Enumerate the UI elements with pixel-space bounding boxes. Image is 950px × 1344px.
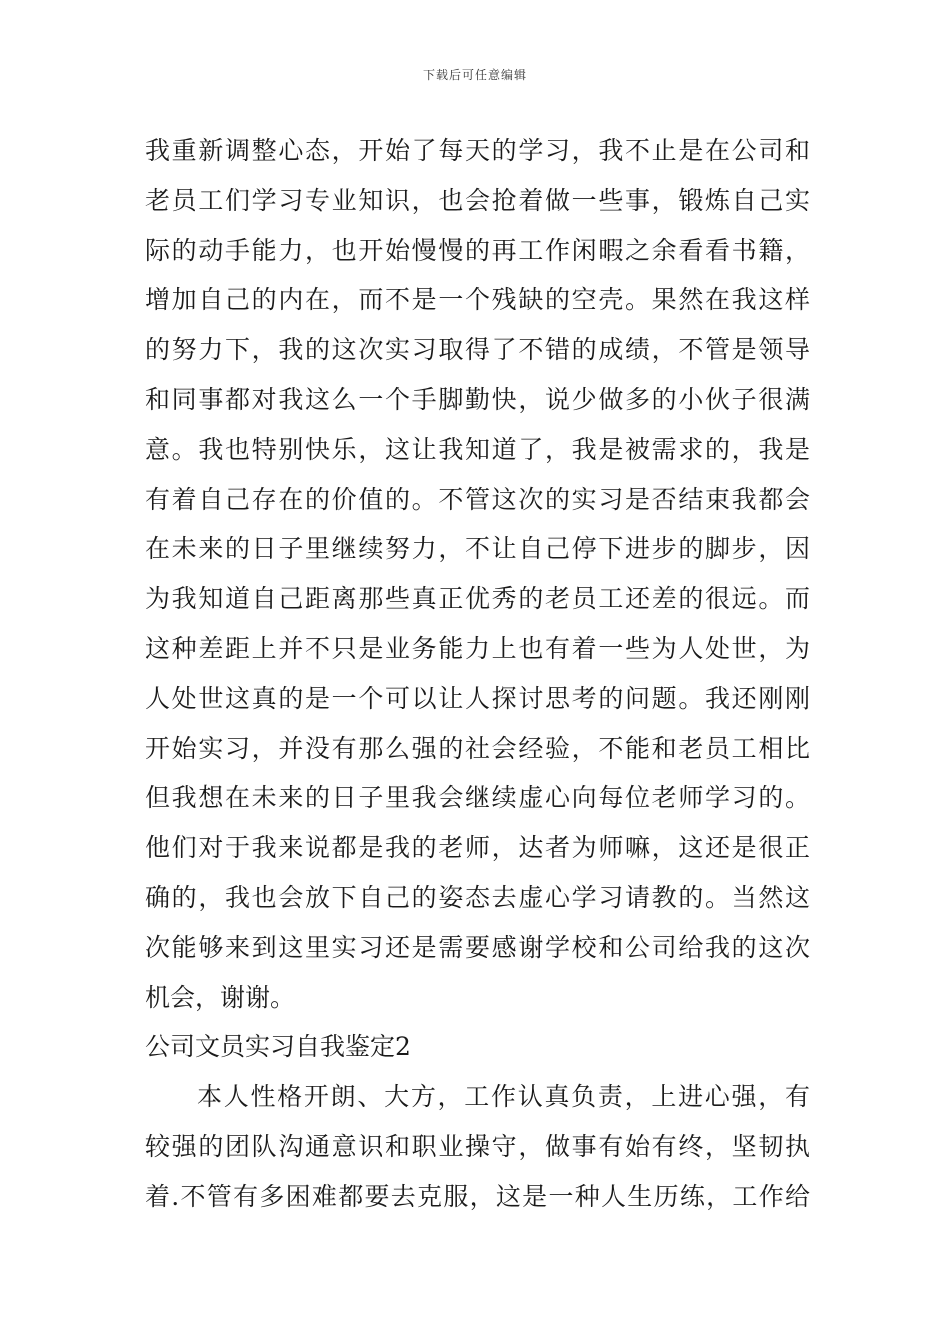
paragraph-line: 增加自己的内在，而不是一个残缺的空壳。果然在我这样 <box>145 285 810 315</box>
paragraph-line: 确的，我也会放下自己的姿态去虚心学习请教的。当然这 <box>145 882 810 912</box>
paragraph-line: 在未来的日子里继续努力，不让自己停下进步的脚步，因 <box>145 534 810 564</box>
paragraph-line: 但我想在未来的日子里我会继续虚心向每位老师学习的。 <box>145 783 810 813</box>
paragraph-line: 这种差距上并不只是业务能力上也有着一些为人处世，为 <box>145 633 810 663</box>
section-heading: 公司文员实习自我鉴定2 <box>145 1032 411 1062</box>
paragraph-line: 着.不管有多困难都要去克服，这是一种人生历练，工作给 <box>145 1181 810 1211</box>
paragraph-line: 我重新调整心态，开始了每天的学习，我不止是在公司和 <box>145 136 810 165</box>
paragraph-line: 际的动手能力，也开始慢慢的再工作闲暇之余看看书籍， <box>145 235 810 265</box>
paragraph-line: 和同事都对我这么一个手脚勤快，说少做多的小伙子很满 <box>145 384 810 414</box>
paragraph-line: 意。我也特别快乐，这让我知道了，我是被需求的，我是 <box>145 434 810 464</box>
paragraph-line: 老员工们学习专业知识，也会抢着做一些事，锻炼自己实 <box>145 185 810 215</box>
paragraph-line: 次能够来到这里实习还是需要感谢学校和公司给我的这次 <box>145 932 810 962</box>
page-header-note: 下载后可任意编辑 <box>422 68 527 82</box>
paragraph-line: 为我知道自己距离那些真正优秀的老员工还差的很远。而 <box>145 584 810 614</box>
paragraph-line: 本人性格开朗、大方，工作认真负责，上进心强，有 <box>197 1082 810 1112</box>
paragraph-line: 较强的团队沟通意识和职业操守，做事有始有终，坚韧执 <box>145 1131 810 1161</box>
paragraph-line: 开始实习，并没有那么强的社会经验，不能和老员工相比 <box>145 733 810 763</box>
paragraph-line: 他们对于我来说都是我的老师，达者为师嘛，这还是很正 <box>145 833 810 863</box>
document-body <box>145 126 810 1222</box>
paragraph-line: 有着自己存在的价值的。不管这次的实习是否结束我都会 <box>145 484 810 514</box>
paragraph-line: 机会，谢谢。 <box>145 982 296 1012</box>
paragraph-line: 人处世这真的是一个可以让人探讨思考的问题。我还刚刚 <box>145 683 810 713</box>
paragraph-line: 的努力下，我的这次实习取得了不错的成绩，不管是领导 <box>145 335 810 365</box>
